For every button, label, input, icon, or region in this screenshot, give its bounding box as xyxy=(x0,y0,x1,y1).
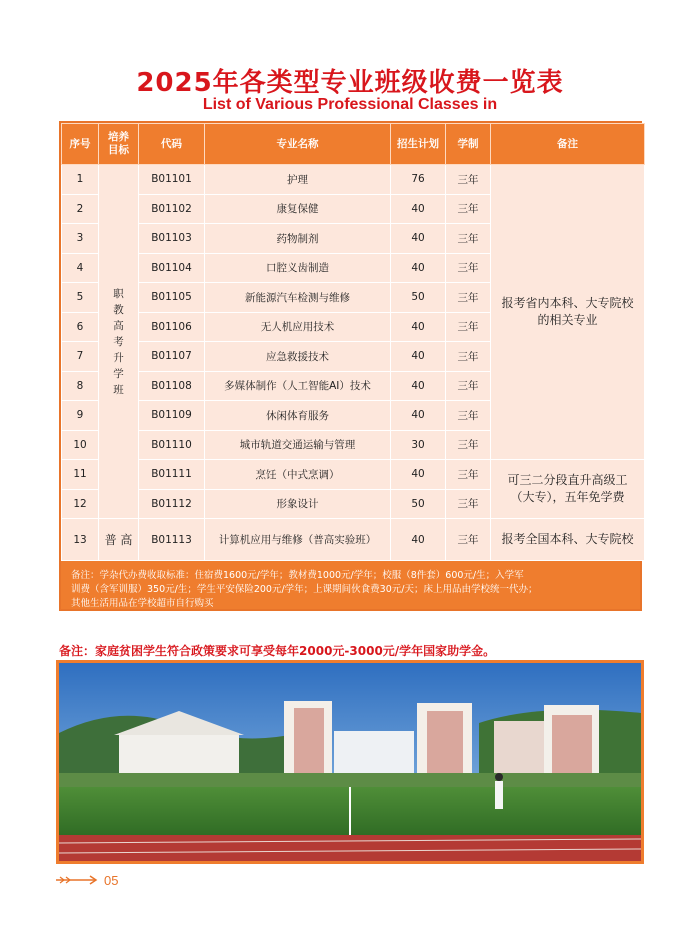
remark-line: （大专），五年免学费 xyxy=(510,490,625,504)
cell-plan: 40 xyxy=(391,401,446,431)
cell-no: 2 xyxy=(62,194,99,224)
remark-line: 可三二分段直升高级工 xyxy=(507,473,628,487)
goal-char: 学 xyxy=(113,367,124,380)
page-subtitle-english: List of Various Professional Classes in xyxy=(202,96,498,113)
cell-years: 三年 xyxy=(446,401,491,431)
cell-no: 3 xyxy=(62,224,99,254)
cell-no: 5 xyxy=(62,283,99,313)
cell-plan: 40 xyxy=(391,371,446,401)
cell-code: B01102 xyxy=(139,194,205,224)
header-plan: 招生计划 xyxy=(391,124,446,165)
cell-no: 7 xyxy=(62,342,99,372)
fee-table-container xyxy=(59,121,642,611)
cell-major-name: 形象设计 xyxy=(205,489,391,519)
cell-years: 三年 xyxy=(446,460,491,490)
cell-code: B01111 xyxy=(139,460,205,490)
cell-years: 三年 xyxy=(446,342,491,372)
cell-code: B01105 xyxy=(139,283,205,313)
page-number: 05 xyxy=(104,873,119,888)
cell-years: 三年 xyxy=(446,165,491,195)
cell-no: 13 xyxy=(62,519,99,561)
cell-goal-group xyxy=(99,165,139,519)
cell-major-name: 口腔义齿制造 xyxy=(205,253,391,283)
goal-char: 高 xyxy=(113,319,124,332)
campus-photo-illustration xyxy=(59,663,641,861)
cell-plan: 40 xyxy=(391,253,446,283)
cell-code: B01101 xyxy=(139,165,205,195)
cell-remark-group-2 xyxy=(491,460,645,519)
header-no: 序号 xyxy=(62,124,99,165)
cell-years: 三年 xyxy=(446,519,491,561)
cell-major-name: 药物制剂 xyxy=(205,224,391,254)
cell-no: 11 xyxy=(62,460,99,490)
cell-no: 6 xyxy=(62,312,99,342)
goal-char: 升 xyxy=(113,351,124,364)
cell-years: 三年 xyxy=(446,224,491,254)
fee-remark-line: 训费（含军训服）350元/生；学生平安保险200元/学年；上课期间伙食费30元/天；床上用品由学校统一代办； xyxy=(71,584,538,595)
cell-years: 三年 xyxy=(446,430,491,460)
financial-aid-note xyxy=(59,642,679,659)
cell-no: 1 xyxy=(62,165,99,195)
goal-char: 考 xyxy=(113,335,124,348)
campus-photo xyxy=(56,660,644,864)
cell-years: 三年 xyxy=(446,194,491,224)
footer-arrow-icon xyxy=(56,875,100,885)
financial-aid-label: 备注： xyxy=(59,644,96,658)
cell-code: B01112 xyxy=(139,489,205,519)
cell-years: 三年 xyxy=(446,312,491,342)
cell-plan: 76 xyxy=(391,165,446,195)
cell-no: 10 xyxy=(62,430,99,460)
cell-years: 三年 xyxy=(446,253,491,283)
header-major-name: 专业名称 xyxy=(205,124,391,165)
cell-code: B01107 xyxy=(139,342,205,372)
cell-code: B01108 xyxy=(139,371,205,401)
cell-major-name: 计算机应用与维修（普高实验班） xyxy=(205,519,391,561)
cell-plan: 40 xyxy=(391,224,446,254)
table-row xyxy=(62,460,645,490)
table-row xyxy=(62,519,645,561)
cell-major-name: 新能源汽车检测与维修 xyxy=(205,283,391,313)
cell-no: 8 xyxy=(62,371,99,401)
remark-line: 报考省内本科、大专院校 xyxy=(501,296,634,310)
goal-char: 教 xyxy=(113,303,124,316)
cell-plan: 50 xyxy=(391,489,446,519)
fee-remark-line: 其他生活用品在学校超市自行购买 xyxy=(71,598,214,609)
page-title: 2025年各类型专业班级收费一览表 xyxy=(136,68,564,98)
goal-char: 职 xyxy=(113,287,124,300)
cell-plan: 40 xyxy=(391,342,446,372)
fee-remark-line: 备注：学杂代办费收取标准：住宿费1600元/学年；教材费1000元/学年；校服（8件套）600元/生；入学军 xyxy=(71,570,524,581)
cell-goal: 普 高 xyxy=(99,519,139,561)
header-remark: 备注 xyxy=(491,124,645,165)
cell-major-name: 康复保健 xyxy=(205,194,391,224)
cell-years: 三年 xyxy=(446,371,491,401)
cell-years: 三年 xyxy=(446,489,491,519)
cell-no: 12 xyxy=(62,489,99,519)
cell-plan: 30 xyxy=(391,430,446,460)
cell-code: B01103 xyxy=(139,224,205,254)
cell-code: B01106 xyxy=(139,312,205,342)
cell-remark-row13: 报考全国本科、大专院校 xyxy=(491,519,645,561)
cell-major-name: 多媒体制作（人工智能AI）技术 xyxy=(205,371,391,401)
cell-major-name: 护理 xyxy=(205,165,391,195)
cell-plan: 40 xyxy=(391,519,446,561)
cell-years: 三年 xyxy=(446,283,491,313)
header-goal-text: 培养目标 xyxy=(108,131,129,156)
cell-remark-group-1 xyxy=(491,165,645,460)
cell-code: B01110 xyxy=(139,430,205,460)
header-goal xyxy=(99,124,139,165)
cell-major-name: 应急救援技术 xyxy=(205,342,391,372)
cell-plan: 40 xyxy=(391,312,446,342)
cell-major-name: 休闲体育服务 xyxy=(205,401,391,431)
header-code: 代码 xyxy=(139,124,205,165)
financial-aid-text: 家庭贫困学生符合政策要求可享受每年2000元-3000元/学年国家助学金。 xyxy=(95,644,496,658)
remark-line: 的相关专业 xyxy=(537,313,598,327)
table-header-row xyxy=(62,124,645,165)
cell-plan: 40 xyxy=(391,460,446,490)
fee-remark-box xyxy=(61,561,640,609)
cell-no: 4 xyxy=(62,253,99,283)
goal-char: 班 xyxy=(113,383,124,396)
fee-table xyxy=(61,123,645,561)
cell-code: B01104 xyxy=(139,253,205,283)
cell-code: B01109 xyxy=(139,401,205,431)
header-years: 学制 xyxy=(446,124,491,165)
table-row xyxy=(62,165,645,195)
cell-code: B01113 xyxy=(139,519,205,561)
cell-major-name: 无人机应用技术 xyxy=(205,312,391,342)
cell-no: 9 xyxy=(62,401,99,431)
cell-plan: 40 xyxy=(391,194,446,224)
cell-plan: 50 xyxy=(391,283,446,313)
cell-major-name: 城市轨道交通运输与管理 xyxy=(205,430,391,460)
cell-major-name: 烹饪（中式烹调） xyxy=(205,460,391,490)
